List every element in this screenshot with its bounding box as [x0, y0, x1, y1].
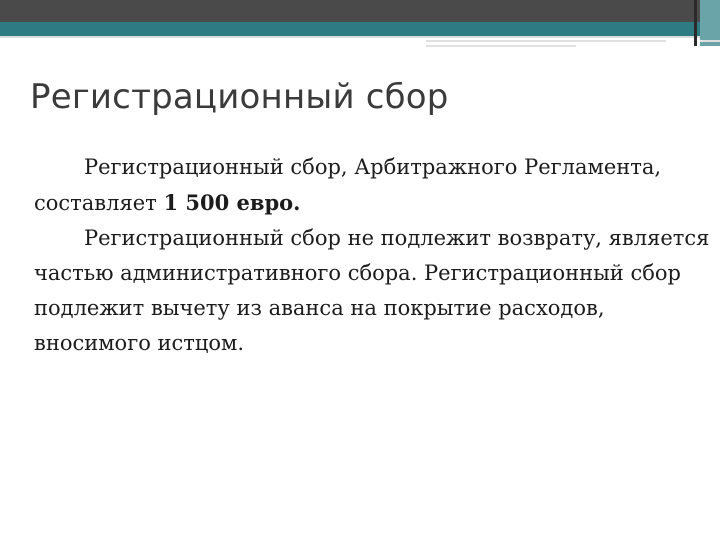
decor-line — [426, 40, 666, 42]
header-band — [0, 0, 720, 22]
slide-title: Регистрационный сбор — [30, 77, 449, 117]
corner-stripe-dark — [694, 0, 697, 46]
paragraph-fee-amount — [34, 150, 712, 221]
decor-line — [700, 40, 720, 42]
paragraph-text: Регистрационный сбор, Арбитражного Регламента, составляет — [34, 155, 662, 215]
header-rule — [0, 36, 720, 38]
header-accent-band — [0, 22, 720, 36]
fee-amount: 1 500 евро. — [163, 190, 301, 215]
slide-body — [34, 150, 712, 361]
decor-line — [426, 45, 576, 47]
paragraph-fee-rules: Регистрационный сбор не подлежит возврату, является частью административного сбора. Регистрационный сбор подлежит вычету из аванса на покрытие расходов, вносимого истцом. — [34, 226, 710, 355]
